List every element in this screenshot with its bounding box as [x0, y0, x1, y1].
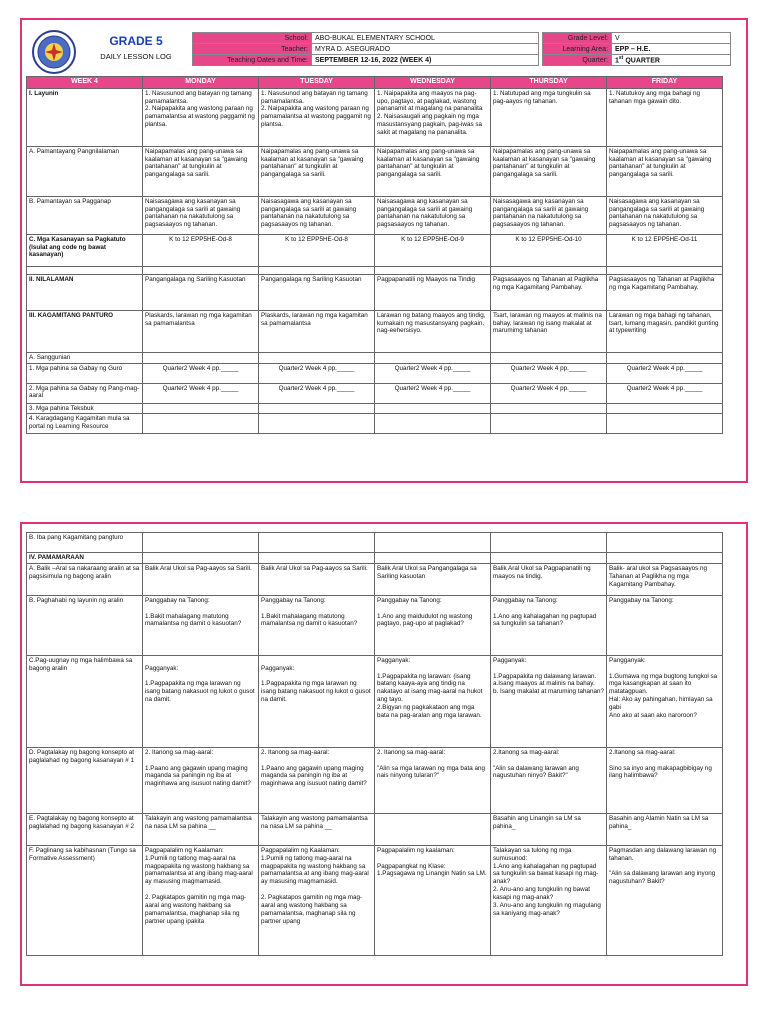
cell-thursday: Pagganyak: 1.Pagpapakita ng dalawang larawan. a.Isang maayos at malinis na bahay. b. Isang makalat at maruming tahanan?: [491, 655, 607, 747]
lesson-row: [27, 274, 723, 310]
cell-tuesday: [259, 266, 375, 274]
quarter-number: 1: [615, 57, 619, 65]
cell-friday: Quarter2 Week 4 pp._____: [607, 363, 723, 383]
lesson-row: [27, 845, 723, 955]
day-header-row: [27, 77, 723, 89]
row-label: E. Pagtalakay ng bagong konsepto at paglalahad ng bagong kasanayan # 2: [27, 813, 143, 845]
cell-thursday: Quarter2 Week 4 pp._____: [491, 363, 607, 383]
cell-thursday: Tsart, larawan ng maayos at malinis na bahay, larawan ng isang makalat at marumimg tahanan: [491, 310, 607, 352]
learning-area-value: EPP – H.E.: [612, 44, 731, 55]
cell-tuesday: 2. Itanong sa mag-aaral: 1.Paano ang gagawin upang maging maganda sa paningin ng iba at maginhawa ang isusuot nating damit?: [259, 747, 375, 813]
cell-tuesday: Quarter2 Week 4 pp._____: [259, 383, 375, 403]
cell-tuesday: Plaskards, larawan ng mga kagamitan sa pamamalantsa: [259, 310, 375, 352]
cell-tuesday: [259, 352, 375, 363]
row-label: A. Balik –Aral sa nakaraang aralin at sa pagsisimula ng bagong aralin: [27, 563, 143, 595]
row-label: B. Paghahabi ng layunin ng aralin: [27, 595, 143, 655]
cell-wednesday: Pagganyak: 1.Pagpapakita ng larawan: (isang batang kaaya-aya ang tindig na nakatayo at isang mag-aaral na hukot ang tayo. 2.Bigyan ng pagkakataon ang mga bata na pag-aralan ang mga larawan.: [375, 655, 491, 747]
cell-wednesday: Larawan ng batang maayos ang tindig, kumakain ng masustansyang pagkain, nag-eehersisyo.: [375, 310, 491, 352]
deped-seal-icon: [32, 30, 76, 74]
cell-wednesday: Naisasagawa ang kasanayan sa pangangalaga sa sarili at gawaing pantahanan na nakatutulong sa pagsasaayos ng tahanan.: [375, 196, 491, 234]
cell-tuesday: Talakayin ang wastong pamamalantsa na nasa LM sa pahina __: [259, 813, 375, 845]
row-label: 2. Mga pahina sa Gabay ng Pang-mag-aaral: [27, 383, 143, 403]
teacher-label: Teacher:: [193, 44, 312, 55]
cell-wednesday: [375, 813, 491, 845]
lesson-row: [27, 655, 723, 747]
row-label: 4. Karagdagang Kagamitan mula sa portal ng Learning Resource: [27, 414, 143, 434]
cell-monday: Naisasagawa ang kasanayan sa pangangalaga sa sarili at gawaing pantahanan na nakatutulong sa pagsasaayos ng tahanan.: [143, 196, 259, 234]
cell-friday: Pagsasaayos ng Tahanan at Paglikha ng mga Kagamitang Pambahay.: [607, 274, 723, 310]
cell-wednesday: K to 12 EPP5HE-Od-9: [375, 234, 491, 266]
cell-thursday: Balik Aral Ukol sa Pagpapanatili ng maayos na tindig.: [491, 563, 607, 595]
row-label: II. NILALAMAN: [27, 274, 143, 310]
cell-thursday: Pagsasaayos ng Tahanan at Paglikha ng mga Kagamitang Pambahay.: [491, 274, 607, 310]
cell-wednesday: Quarter2 Week 4 pp._____: [375, 363, 491, 383]
class-info-table: [542, 32, 731, 66]
cell-wednesday: 2. Itanong sa mag-aaral: "Alin sa mga larawan ng mga bata ang nais ninyong tularan?": [375, 747, 491, 813]
cell-monday: Quarter2 Week 4 pp._____: [143, 363, 259, 383]
learning-area-label: Learning Area:: [543, 44, 612, 55]
teacher-value: MYRA D. ASEGURADO: [312, 44, 539, 55]
cell-tuesday: Pagganyak: 1.Pagpapakita ng mga larawan ng isang batang nakasuot ng lukot o gusot na damit.: [259, 655, 375, 747]
cell-wednesday: Balik Aral Ukol sa Pangangalaga sa Sariling kasuotan: [375, 563, 491, 595]
cell-wednesday: [375, 266, 491, 274]
row-label: 3. Mga pahina Teksbuk: [27, 403, 143, 414]
cell-tuesday: Naisasagawa ang kasanayan sa pangangalaga sa sarili at gawaing pantahanan na nakatutulong sa pagsasaayos ng tahanan.: [259, 196, 375, 234]
cell-thursday: [491, 553, 607, 564]
cell-wednesday: [375, 352, 491, 363]
quarter-value: [612, 55, 731, 66]
lesson-row: [27, 266, 723, 274]
dll-page-1: [20, 18, 748, 483]
cell-wednesday: [375, 533, 491, 553]
lesson-grid-page-2: [26, 532, 723, 956]
cell-friday: K to 12 EPP5HE-Od-11: [607, 234, 723, 266]
cell-friday: Naisasagawa ang kasanayan sa pangangalaga sa sarili at gawaing pantahanan na nakatutulong sa pagsasaayos ng tahanan.: [607, 196, 723, 234]
cell-friday: [607, 403, 723, 414]
cell-wednesday: Quarter2 Week 4 pp._____: [375, 383, 491, 403]
cell-wednesday: Pagpapanatili ng Maayos na Tindig: [375, 274, 491, 310]
cell-thursday: [491, 266, 607, 274]
row-label: I. Layunin: [27, 88, 143, 146]
cell-monday: 1. Nasusunod ang batayan ng tamang pamamalantsa. 2. Naipapakita ang wastong paraan ng pamamalantsa at wastong paggamit ng plantsa.: [143, 88, 259, 146]
row-label: 1. Mga pahina sa Gabay ng Guro: [27, 363, 143, 383]
cell-monday: Quarter2 Week 4 pp._____: [143, 383, 259, 403]
lesson-row: [27, 363, 723, 383]
dates-value: SEPTEMBER 12-16, 2022 (WEEK 4): [312, 55, 539, 66]
grade-title: GRADE 5: [109, 34, 163, 48]
cell-friday: [607, 553, 723, 564]
row-label: IV. PAMAMARAAN: [27, 553, 143, 564]
cell-monday: Pagpapalalim ng Kaalaman: 1.Pumili ng tatlong mag-aaral na magpapakita ng wastong hakbang sa pamamalantsa at ang ibang mag-aaral ay masusing magmamasid. 2. Pagkatapos gamitin ng mga mag-aaral ang wastong hakbang sa pamamalantsa, maghanap sila ng partner upang ipakita: [143, 845, 259, 955]
cell-friday: Balik- aral ukol sa Pagsasaayos ng Tahanan at Paglikha ng mga Kagamitang Pambahay.: [607, 563, 723, 595]
cell-thursday: [491, 403, 607, 414]
cell-monday: Pagganyak: 1.Pagpapakita ng mga larawan ng isang batang nakasuot ng lukot o gusot na damit.: [143, 655, 259, 747]
cell-friday: [607, 266, 723, 274]
cell-wednesday: [375, 414, 491, 434]
lesson-row: [27, 595, 723, 655]
cell-friday: 1. Natutukoy ang mga bahagi ng tahanan mga gawain dito.: [607, 88, 723, 146]
cell-thursday: K to 12 EPP5HE-Od-10: [491, 234, 607, 266]
cell-tuesday: [259, 414, 375, 434]
cell-monday: Plaskards, larawan ng mga kagamitan sa pamamalantsa: [143, 310, 259, 352]
log-title: DAILY LESSON LOG: [100, 52, 172, 61]
lesson-row: [27, 747, 723, 813]
row-label: B. Pamantayan sa Pagganap: [27, 196, 143, 234]
lesson-grid-page-1: [26, 76, 723, 434]
cell-monday: Pangangalaga ng Sariling Kasuotan: [143, 274, 259, 310]
cell-monday: [143, 403, 259, 414]
cell-monday: Balik Aral Ukol sa Pag-aayos sa Sarili.: [143, 563, 259, 595]
cell-tuesday: K to 12 EPP5HE-Od-8: [259, 234, 375, 266]
cell-friday: [607, 414, 723, 434]
cell-monday: [143, 414, 259, 434]
column-header-wednesday: WEDNESDAY: [375, 77, 491, 89]
cell-wednesday: [375, 403, 491, 414]
lesson-row: [27, 352, 723, 363]
cell-tuesday: Pangangalaga ng Sariling Kasuotan: [259, 274, 375, 310]
cell-wednesday: 1. Naipapakita ang maayos na pag-upo, pagtayo, at paglakad, wastong pananamit at magalang na pananalita 2. Naisasaugali ang pagkain ng mga masustansyang pagkain, pag-iwas sa sakit at magalang na pananalita.: [375, 88, 491, 146]
row-label: A. Sanggunian: [27, 352, 143, 363]
column-header-monday: MONDAY: [143, 77, 259, 89]
dates-label: Teaching Dates and Time:: [193, 55, 312, 66]
lesson-row: [27, 813, 723, 845]
cell-thursday: [491, 352, 607, 363]
cell-monday: [143, 266, 259, 274]
cell-tuesday: Pagpapalalim ng Kaalaman: 1.Pumili ng tatlong mag-aaral na magpapakita ng wastong hakbang sa pamamalantsa at ang ibang mag-aaral ay masusing magmamasid. 2. Pagkatapos gamitin ng mga mag-aaral ang wastong hakbang sa pamamalantsa, maghanap sila ng partner upang: [259, 845, 375, 955]
grade-level-value: V: [612, 33, 731, 44]
cell-thursday: Talakayan sa tulong ng mga sumusunod: 1.Ano ang kahalagahan ng pagtupad sa tungkulin sa bawat kasapi ng mag-anak? 2. Anu-ano ang tungkulin ng bawat kasapi ng mag-anak? 3. Anu-ano ang tungkulin ng magulang sa kaniyang mag-anak?: [491, 845, 607, 955]
lesson-row: [27, 414, 723, 434]
grade-level-label: Grade Level:: [543, 33, 612, 44]
cell-thursday: Naisasagawa ang kasanayan sa pangangalaga sa sarili at gawaing pantahanan na nakatutulong sa pagsasaayos ng tahanan.: [491, 196, 607, 234]
row-label: B. Iba pang Kagamitang pangturo: [27, 533, 143, 553]
cell-wednesday: Naipapamalas ang pang-unawa sa kaalaman at kasanayan sa "gawaing pantahanan" at tungkulin at pangangalaga sa sarili.: [375, 146, 491, 196]
lesson-row: [27, 533, 723, 553]
column-header-tuesday: TUESDAY: [259, 77, 375, 89]
cell-friday: Larawan ng mga bahagi ng tahanan, tsart, lumang magasin, pandikit gunting at typewriting: [607, 310, 723, 352]
lesson-row: [27, 383, 723, 403]
quarter-suffix: st: [618, 55, 624, 62]
cell-tuesday: Balik Aral Ukol sa Pag-aayos sa Sarili.: [259, 563, 375, 595]
cell-tuesday: [259, 403, 375, 414]
school-value: ABO-BUKAL ELEMENTARY SCHOOL: [312, 33, 539, 44]
row-label: C. Mga Kasanayan sa Pagkatuto (Isulat ang code ng bawat kasanayan): [27, 234, 143, 266]
lesson-row: [27, 310, 723, 352]
column-header-friday: FRIDAY: [607, 77, 723, 89]
cell-friday: Basahin ang Alamin Natin sa LM sa pahina_: [607, 813, 723, 845]
cell-monday: Talakayin ang wastong pamamalantsa na nasa LM sa pahina __: [143, 813, 259, 845]
lesson-row: [27, 553, 723, 564]
column-header-week-4: WEEK 4: [27, 77, 143, 89]
cell-friday: [607, 352, 723, 363]
lesson-row: [27, 88, 723, 146]
lesson-row: [27, 146, 723, 196]
cell-friday: [607, 533, 723, 553]
row-label: F. Paglinang sa kabihasnan (Tungo sa Formative Assessment): [27, 845, 143, 955]
cell-tuesday: [259, 553, 375, 564]
cell-thursday: [491, 414, 607, 434]
cell-thursday: Naipapamalas ang pang-unawa sa kaalaman at kasanayan sa "gawaing pantahanan" at tungkulin at pangangalaga sa sarili.: [491, 146, 607, 196]
cell-monday: Naipapamalas ang pang-unawa sa kaalaman at kasanayan sa "gawaing pantahanan" at tungkulin at pangangalaga sa sarili.: [143, 146, 259, 196]
dll-page-2: [20, 522, 748, 986]
cell-friday: Pagmasdan ang dalawang larawan ng tahanan. "Alin sa dalawang larawan ang inyong nagustuhan? Bakit?: [607, 845, 723, 955]
cell-friday: Naipapamalas ang pang-unawa sa kaalaman at kasanayan sa "gawaing pantahanan" at tungkulin at pangangalaga sa sarili.: [607, 146, 723, 196]
quarter-text: QUARTER: [625, 57, 660, 65]
cell-wednesday: [375, 553, 491, 564]
row-label: III. KAGAMITANG PANTURO: [27, 310, 143, 352]
school-label: School:: [193, 33, 312, 44]
cell-monday: [143, 533, 259, 553]
cell-thursday: [491, 533, 607, 553]
cell-friday: Quarter2 Week 4 pp._____: [607, 383, 723, 403]
cell-monday: [143, 352, 259, 363]
cell-monday: [143, 553, 259, 564]
cell-tuesday: Naipapamalas ang pang-unawa sa kaalaman at kasanayan sa "gawaing pantahanan" at tungkulin at pangangalaga sa sarili.: [259, 146, 375, 196]
cell-wednesday: Pagpapalalim ng kaalaman: Pagpapangkat ng Klase: 1.Pagsagawa ng Linangin Natin sa LM.: [375, 845, 491, 955]
cell-tuesday: Panggabay na Tanong: 1.Bakit mahalagang matutong mamalantsa ng damit o kasuotan?: [259, 595, 375, 655]
cell-friday: Pangganyak: 1.Gumawa ng mga bugtong tungkol sa mga kasangkapan at saan ito matatagpuan. Hal: Ako ay pahingahan, himlayan sa gabi Ano ako at saan ako naroroon?: [607, 655, 723, 747]
cell-tuesday: [259, 533, 375, 553]
cell-friday: 2.Itanong sa mag-aaral: Sino sa inyo ang makapagbibigay ng ilang halimbawa?: [607, 747, 723, 813]
cell-thursday: Quarter2 Week 4 pp._____: [491, 383, 607, 403]
row-label: C.Pag-uugnay ng mga halimbawa sa bagong aralin: [27, 655, 143, 747]
lesson-row: [27, 196, 723, 234]
cell-friday: Panggabay na Tanong:: [607, 595, 723, 655]
row-label: A. Pamantayang Pangnilalaman: [27, 146, 143, 196]
row-label: D. Pagtalakay ng bagong konsepto at paglalahad ng bagong kasanayan # 1: [27, 747, 143, 813]
quarter-label: Quarter:: [543, 55, 612, 66]
cell-thursday: Panggabay na Tanong: 1.Ano ang kahalagahan ng pagtupad sa tungkulin sa tahanan?: [491, 595, 607, 655]
cell-monday: Panggabay na Tanong: 1.Bakit mahalagang matutong mamalantsa ng damit o kasuotan?: [143, 595, 259, 655]
row-label: [27, 266, 143, 274]
cell-monday: 2. Itanong sa mag-aaral: 1.Paano ang gagawin upang maging maganda sa paningin ng iba at maginhawa ang isusuot nating damit?: [143, 747, 259, 813]
cell-tuesday: Quarter2 Week 4 pp._____: [259, 363, 375, 383]
cell-monday: K to 12 EPP5HE-Od-8: [143, 234, 259, 266]
cell-thursday: Basahin ang Linangin sa LM sa pahina_: [491, 813, 607, 845]
lesson-row: [27, 563, 723, 595]
column-header-thursday: THURSDAY: [491, 77, 607, 89]
cell-thursday: 1. Natutupad ang mga tungkulin sa pag-aayos ng tahanan.: [491, 88, 607, 146]
cell-wednesday: Panggabay na Tanong: 1.Ano ang maidudulot ng wastong pagtayo, pag-upo at paglakad?: [375, 595, 491, 655]
school-info-table: [192, 32, 539, 66]
cell-thursday: 2.Itanong sa mag-aaral: "Alin sa dalawang larawan ang nagustuhan ninyo? Bakit?": [491, 747, 607, 813]
cell-tuesday: 1. Nasusunod ang batayan ng tamang pamamalantsa. 2. Naipapakita ang wastong paraan ng pamamalantsa at wastong paggamit ng plantsa.: [259, 88, 375, 146]
lesson-row: [27, 234, 723, 266]
lesson-row: [27, 403, 723, 414]
